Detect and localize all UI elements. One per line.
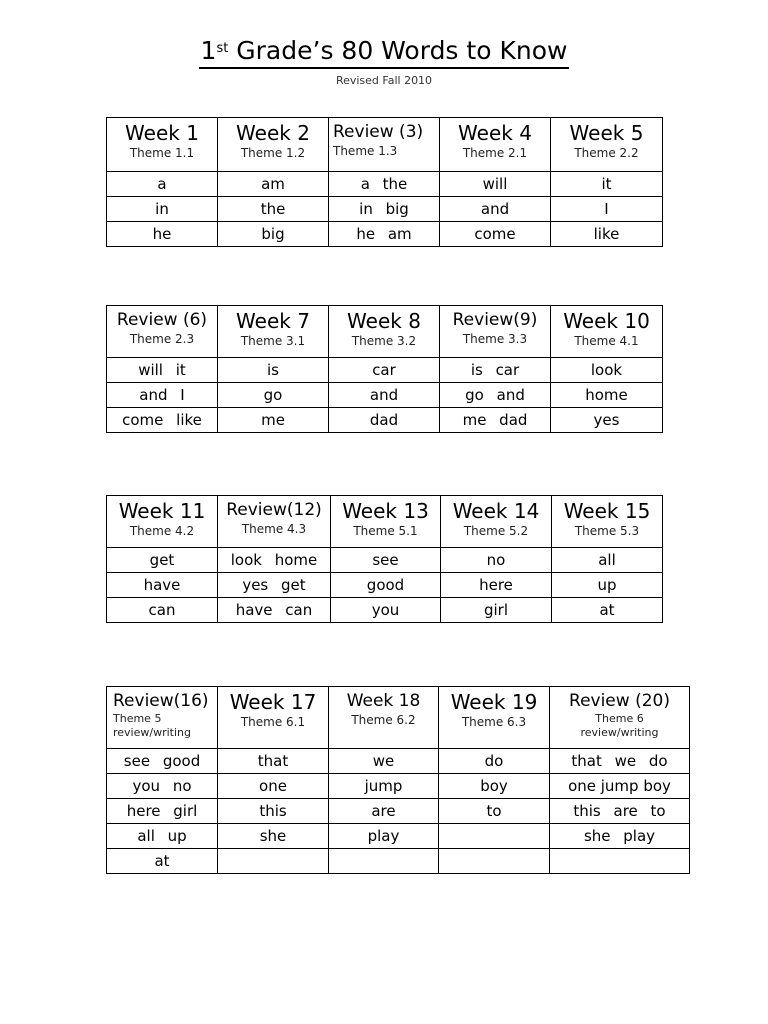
week-label: Week 10 xyxy=(563,309,650,333)
header-cell xyxy=(107,496,218,548)
header-row xyxy=(107,687,690,749)
word-cell: that we do xyxy=(550,749,690,774)
word-cell: dad xyxy=(329,408,440,433)
header-cell xyxy=(218,687,329,749)
header-cell xyxy=(329,306,440,358)
week-label: Review (6) xyxy=(116,310,208,330)
week-label: Week 2 xyxy=(236,121,310,145)
word-row xyxy=(107,548,663,573)
header-cell xyxy=(107,687,218,749)
word-row xyxy=(107,799,690,824)
word-cell: it xyxy=(551,172,663,197)
theme-label: Theme 5 xyxy=(113,712,162,725)
word-cell: all xyxy=(552,548,663,573)
word-cell: come xyxy=(440,222,551,247)
theme-label: Theme 2.3 xyxy=(129,332,195,346)
word-cell: at xyxy=(107,849,218,874)
title-superscript: st xyxy=(216,41,229,56)
theme-label: Theme 2.1 xyxy=(462,146,528,160)
word-cell: all up xyxy=(107,824,218,849)
word-row xyxy=(107,774,690,799)
page-title xyxy=(0,36,768,69)
header-cell xyxy=(331,496,441,548)
word-row xyxy=(107,849,690,874)
theme-label: Theme 4.1 xyxy=(574,334,639,348)
word-cell: she xyxy=(218,824,329,849)
word-cell: look home xyxy=(218,548,331,573)
word-cell: and xyxy=(440,197,551,222)
header-row xyxy=(107,496,663,548)
word-cell: up xyxy=(552,573,663,598)
week-label: Review(16) xyxy=(113,691,209,711)
word-cell: have can xyxy=(218,598,331,623)
theme-label: Theme 2.2 xyxy=(574,146,639,160)
week-table-3 xyxy=(106,495,663,623)
word-cell: go and xyxy=(440,383,551,408)
word-cell: is xyxy=(218,358,329,383)
word-cell: girl xyxy=(441,598,552,623)
word-cell: go xyxy=(218,383,329,408)
word-cell: jump xyxy=(329,774,439,799)
week-label: Week 15 xyxy=(563,499,651,523)
theme-label: Theme 1.1 xyxy=(129,146,195,160)
word-cell: will it xyxy=(107,358,218,383)
theme-label: Theme 3.2 xyxy=(351,334,417,348)
word-cell: to xyxy=(439,799,550,824)
word-cell: one jump boy xyxy=(550,774,690,799)
title-pre: 1 xyxy=(200,36,217,65)
word-cell: one xyxy=(218,774,329,799)
header-cell xyxy=(329,687,439,749)
word-cell xyxy=(550,849,690,874)
theme-label: Theme 1.2 xyxy=(240,146,306,160)
word-cell: you no xyxy=(107,774,218,799)
word-cell xyxy=(439,824,550,849)
week-label: Week 7 xyxy=(236,309,310,333)
theme-label: Theme 5.3 xyxy=(574,524,640,538)
theme-label: Theme 4.3 xyxy=(241,522,307,536)
word-cell: the xyxy=(218,197,329,222)
word-cell: and I xyxy=(107,383,218,408)
word-cell: good xyxy=(331,573,441,598)
word-cell: see good xyxy=(107,749,218,774)
word-cell: he xyxy=(107,222,218,247)
theme-label: Theme 1.3 xyxy=(333,144,398,158)
word-cell: that xyxy=(218,749,329,774)
theme-label: Theme 3.3 xyxy=(462,332,528,346)
theme-sub-label: review/writing xyxy=(113,726,191,739)
word-cell: I xyxy=(551,197,663,222)
header-row xyxy=(107,118,663,172)
word-cell: this are to xyxy=(550,799,690,824)
word-row xyxy=(107,749,690,774)
theme-label: Theme 6.3 xyxy=(461,715,527,729)
word-cell: boy xyxy=(439,774,550,799)
week-label: Week 14 xyxy=(452,499,540,523)
theme-label: Theme 6.2 xyxy=(351,713,416,727)
theme-label: Theme 5.1 xyxy=(353,524,418,538)
header-cell xyxy=(107,118,218,172)
week-label: Review (3) xyxy=(333,122,424,142)
word-cell: she play xyxy=(550,824,690,849)
word-cell: me xyxy=(218,408,329,433)
word-cell xyxy=(329,849,439,874)
word-cell: me dad xyxy=(440,408,551,433)
theme-label: Theme 3.1 xyxy=(240,334,306,348)
word-cell: you xyxy=(331,598,441,623)
word-cell: yes get xyxy=(218,573,331,598)
word-row xyxy=(107,172,663,197)
word-cell: a xyxy=(107,172,218,197)
week-label: Week 1 xyxy=(125,121,199,145)
header-row xyxy=(107,306,663,358)
word-cell: is car xyxy=(440,358,551,383)
word-cell: and xyxy=(329,383,440,408)
word-cell: a the xyxy=(329,172,440,197)
word-cell: this xyxy=(218,799,329,824)
week-label: Week 18 xyxy=(346,691,421,711)
word-row xyxy=(107,383,663,408)
header-cell xyxy=(440,118,551,172)
word-cell: big xyxy=(218,222,329,247)
word-cell: are xyxy=(329,799,439,824)
week-label: Week 8 xyxy=(347,309,421,333)
header-cell xyxy=(441,496,552,548)
title-underline-wrap xyxy=(199,36,570,69)
word-cell: look xyxy=(551,358,663,383)
week-label: Week 17 xyxy=(229,690,317,714)
week-table-4 xyxy=(106,686,690,874)
word-cell: home xyxy=(551,383,663,408)
theme-label: Theme 4.2 xyxy=(129,524,195,538)
word-row xyxy=(107,408,663,433)
week-table-1 xyxy=(106,117,663,247)
week-table-2 xyxy=(106,305,663,433)
theme-label: Theme 6.1 xyxy=(240,715,306,729)
header-cell xyxy=(551,306,663,358)
week-label: Week 19 xyxy=(450,690,538,714)
header-cell xyxy=(218,306,329,358)
word-row xyxy=(107,197,663,222)
word-cell: in big xyxy=(329,197,440,222)
theme-label: Theme 5.2 xyxy=(463,524,529,538)
week-label: Week 11 xyxy=(118,499,206,523)
header-cell xyxy=(550,687,690,749)
word-cell: will xyxy=(440,172,551,197)
word-cell: come like xyxy=(107,408,218,433)
header-cell xyxy=(440,306,551,358)
header-cell xyxy=(551,118,663,172)
word-cell: do xyxy=(439,749,550,774)
word-row xyxy=(107,222,663,247)
word-row xyxy=(107,573,663,598)
week-label: Review(9) xyxy=(452,310,538,330)
theme-label: Theme 6 xyxy=(595,712,644,725)
title-main: Grade’s 80 Words to Know xyxy=(236,36,568,65)
word-cell: can xyxy=(107,598,218,623)
week-label: Week 5 xyxy=(569,121,644,145)
header-cell xyxy=(329,118,440,172)
header-cell xyxy=(218,118,329,172)
word-cell: he am xyxy=(329,222,440,247)
word-row xyxy=(107,824,690,849)
theme-sub-label: review/writing xyxy=(580,726,659,739)
word-cell: get xyxy=(107,548,218,573)
word-cell: yes xyxy=(551,408,663,433)
word-cell: like xyxy=(551,222,663,247)
page-subtitle: Revised Fall 2010 xyxy=(335,74,433,87)
header-cell xyxy=(218,496,331,548)
header-cell xyxy=(552,496,663,548)
week-label: Review (20) xyxy=(569,691,670,711)
word-cell xyxy=(439,849,550,874)
word-cell: am xyxy=(218,172,329,197)
week-label: Week 13 xyxy=(342,499,429,523)
week-label: Review(12) xyxy=(226,500,322,520)
header-cell xyxy=(107,306,218,358)
word-row xyxy=(107,358,663,383)
header-cell xyxy=(439,687,550,749)
week-label: Week 4 xyxy=(458,121,532,145)
word-cell: see xyxy=(331,548,441,573)
word-cell: here girl xyxy=(107,799,218,824)
word-cell: no xyxy=(441,548,552,573)
word-cell: play xyxy=(329,824,439,849)
word-row xyxy=(107,598,663,623)
word-cell: we xyxy=(329,749,439,774)
word-cell: at xyxy=(552,598,663,623)
word-cell: here xyxy=(441,573,552,598)
word-cell: in xyxy=(107,197,218,222)
word-cell: have xyxy=(107,573,218,598)
word-cell xyxy=(218,849,329,874)
word-cell: car xyxy=(329,358,440,383)
